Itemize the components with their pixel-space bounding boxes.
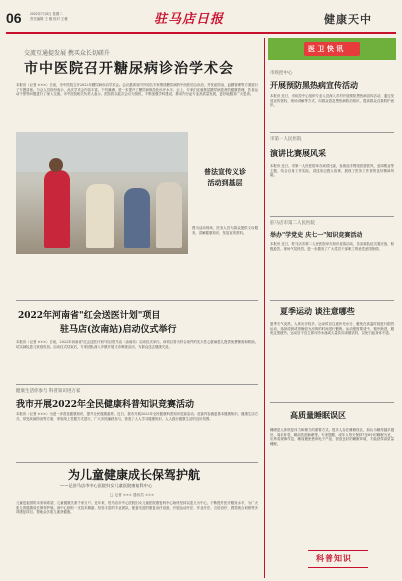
rule-3 bbox=[16, 462, 258, 463]
article3-body: 本报讯（记者 ×××）为进一步普及健康知识，提升全民健康素养，近日，我市开展2022年全民健康科普知识竞赛活动。竞赛内容涵盖基本健康知识、健康生活方式、常见疾病防治等方面，采取线上答题方式进行，广大市民踊跃参与，营造了人人学习健康知识、人人践行健康生活的良好氛围。 bbox=[16, 412, 258, 421]
article4-body: 儿童是祖国的未来和希望，儿童健康关系千家万户。近年来，驻马店市中心医院妇女儿童医院康复科中心始终坚持以患儿为中心，不断提升医疗服务水平，为广大患儿的健康成长保驾护航。该中心拥有一支技术精湛、经验丰富的专业团队，配备先进的康复治疗设备，开展运动疗法、作业疗法、言语治疗、感觉统合训练等多项康复项目，帮助众多患儿重获健康。 bbox=[16, 501, 258, 515]
news2-source: 市第一人民医院 bbox=[270, 137, 302, 142]
article4-title: 为儿童健康成长保驾护航 bbox=[68, 468, 201, 482]
banner-label: 医 卫 快 讯 bbox=[308, 44, 344, 53]
column-divider bbox=[264, 38, 265, 578]
article1-kicker: 交流互通提发展 携买众长切磋升 bbox=[24, 50, 110, 57]
article6-title: 高质量睡眠误区 bbox=[290, 410, 346, 420]
article1-body: 本报讯（记者 ×××）日前，市中医院召开2022年糖尿病诊治学术会。会议邀请省内外知名专家围绕糖尿病的中西医结合诊治、并发症防治、血糖管理等方面进行了专题讲座。与会人员纷纷表示，此次学术会内容丰富，干货满满，进一步提升了糖尿病规范化诊疗水平。会上，专家们还就基层糖尿病患者的健康管理、饮食运动干预等问题进行了深入交流。市中医院相关负责人表示，医院将以此次会议为契机，不断加强学科建设，推动内分泌专业高质量发展，更好地服务广大患者。 bbox=[16, 83, 258, 97]
photo-person-2 bbox=[86, 184, 114, 248]
photo-person-head bbox=[49, 158, 63, 172]
article2-body: 本报讯（记者 ×××）日前，2022年河南省"红会送医计划"项目驻马店（汝南站）启动仪式举行。该项目将为符合条件的先天性心脏病患儿提供免费筛查和救助，切实减轻患儿家庭负担。启动仪式结束后，专家团队深入乡镇开展义诊筛查活动，为群众送去健康关爱。 bbox=[16, 340, 258, 349]
article1-photo-caption bbox=[192, 166, 258, 216]
date-line-1: 2022年7月5日 星期二 bbox=[30, 12, 63, 16]
right-banner bbox=[268, 38, 396, 60]
article3-kicker: 健康生活你参与 科普知识进万家 bbox=[16, 389, 81, 394]
section-title: 健康天中 bbox=[324, 14, 372, 26]
rule-1 bbox=[16, 300, 258, 301]
page-number: 06 bbox=[6, 10, 22, 26]
news1-source: 市疾控中心 bbox=[270, 71, 293, 76]
news3-body: 本报讯 近日，驻马店市第二人民医院举办知识竞赛活动，各参赛队伍沉着应战，积极抢答，现场气氛热烈，进一步激发了广大党员干部职工的爱党爱国热情。 bbox=[270, 242, 394, 251]
article1-title: 市中医院召开糖尿病诊治学术会 bbox=[24, 61, 234, 77]
photo-person-4 bbox=[156, 182, 182, 248]
header-rule bbox=[6, 32, 396, 34]
article5-title: 夏季运动 谈注意哪些 bbox=[280, 306, 355, 316]
rule-2 bbox=[16, 384, 258, 385]
page-header bbox=[6, 4, 396, 32]
article3-title: 我市开展2022年全民健康科普知识竞赛活动 bbox=[16, 400, 195, 410]
news3-title: 举办"学党史 庆七一"知识竞赛活动 bbox=[270, 232, 363, 239]
news3-source: 驻马店市第二人民医院 bbox=[270, 221, 315, 226]
article2-title-line1: 2022年河南省"红会送医计划"项目 bbox=[18, 311, 161, 321]
rule-r2 bbox=[270, 216, 394, 217]
masthead-logo: 驻马店日报 bbox=[154, 12, 225, 27]
news1-body: 本报讯 近日，市疾控中心组织专业人员深入乡村开展预防黑热病宣传活动，通过发放宣传资料、现场讲解等方式，向群众普及黑热病防治知识，提高群众自我防护意识。 bbox=[270, 94, 394, 108]
article6-body: 睡眠是人体恢复体力和精力的重要方式。很多人存在睡眠误区，如认为睡得越多越好、周末补觉、睡前饮酒助眠等。专家提醒，成年人每天保持7至8小时睡眠为宜，应养成规律作息，睡前避免使用电子产品，营造良好的睡眠环境，才能获得高质量睡眠。 bbox=[270, 428, 394, 446]
date-line-2: 责任编辑 王 雅 校对 王雅 bbox=[30, 17, 68, 21]
photo-building bbox=[16, 132, 188, 172]
article4-byline: □ 记者 ××× 通讯员 ××× bbox=[110, 493, 155, 497]
news1-title: 开展预防黑热病宣传活动 bbox=[270, 80, 358, 90]
news2-title: 演讲比赛展风采 bbox=[270, 148, 326, 158]
news2-body: 本报讯 近日，市第一人民医院举办演讲比赛，参赛选手围绕医德医风、爱岗敬业等主题，结合自身工作实际，讲述身边感人故事，展现了医务工作者的良好精神风貌。 bbox=[270, 164, 394, 178]
photo-person-3 bbox=[124, 188, 150, 248]
article4-subtitle: ——记驻马店市中心医院妇女儿童医院康复科中心 bbox=[60, 483, 153, 488]
article5-body: 夏季天气炎热，人体出汗较多，运动时应注意补充水分，避免在高温时段进行剧烈运动，选择清晨或傍晚较为凉爽的时间进行锻炼。运动强度要适中，循序渐进，避免过度疲劳。运动后不宜立即冲冷水澡或大量饮用冰镇饮料，以免引起身体不适。 bbox=[270, 322, 394, 336]
rule-r3 bbox=[270, 300, 394, 301]
date-lines bbox=[30, 12, 68, 22]
article2-title-line2: 驻马店(汝南站)启动仪式举行 bbox=[60, 325, 177, 335]
rule-r1 bbox=[270, 132, 394, 133]
photo-person-red bbox=[44, 170, 70, 248]
caption-line-1: 普法宣传义诊 bbox=[204, 167, 246, 176]
caption-line-2: 活动到基层 bbox=[207, 178, 243, 187]
rule-r4 bbox=[270, 402, 394, 403]
photo-caption-text: 图为活动现场，医务人员为群众提供义诊服务，讲解健康知识，发放宣传资料。 bbox=[192, 226, 258, 235]
column-label: 科普知识 bbox=[316, 553, 352, 563]
article1-photo bbox=[16, 132, 188, 254]
